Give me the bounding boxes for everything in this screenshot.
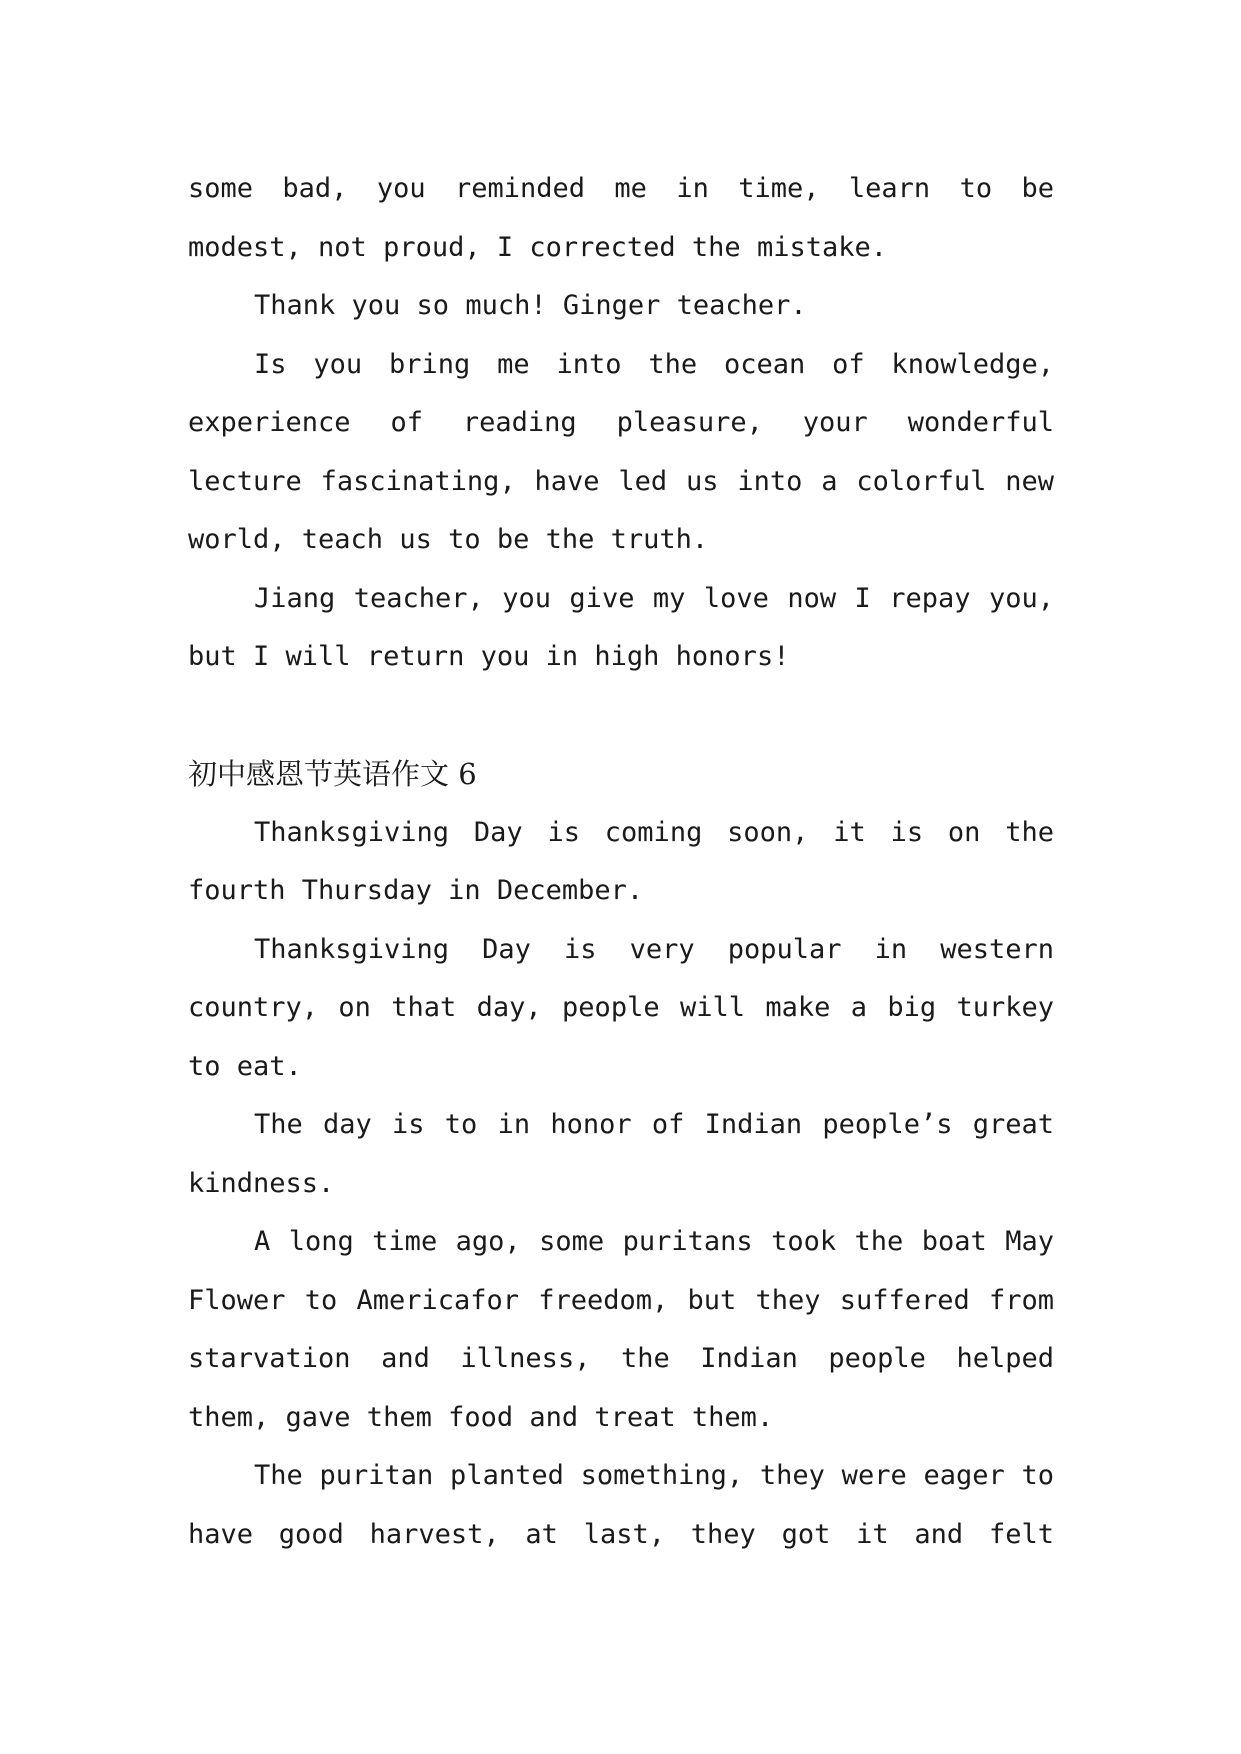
- paragraph-ocean-of-knowledge: Is you bring me into the ocean of knowledge, experience of reading pleasure, your wonderful lecture fascinating, have led us into a colorful new world, teach us to be the truth.: [188, 348, 1054, 555]
- section-spacer: [188, 687, 1054, 746]
- paragraph-continuation: some bad, you reminded me in time, learn to be modest, not proud, I corrected the mistake.: [188, 173, 1054, 263]
- document-body: [188, 160, 1054, 1564]
- paragraph-puritans-history: A long time ago, some puritans took the boat May Flower to Americafor freedom, but they suffered from starvation and illness, the Indian people helped them, gave them food and treat them.: [188, 1226, 1054, 1433]
- paragraph-thanksgiving-coming: Thanksgiving Day is coming soon, it is on the fourth Thursday in December.: [188, 816, 1054, 906]
- paragraph-jiang-teacher: Jiang teacher, you give my love now I repay you, but I will return you in high honors!: [188, 582, 1054, 672]
- paragraph-thanksgiving-popular: Thanksgiving Day is very popular in western country, on that day, people will make a big turkey to eat.: [188, 933, 1054, 1082]
- paragraph-honor-indian: The day is to in honor of Indian people’s great kindness.: [188, 1109, 1054, 1199]
- paragraph-puritan-harvest: The puritan planted something, they were eager to have good harvest, at last, they got it and felt: [188, 1460, 1054, 1550]
- section-heading: 初中感恩节英语作文 6: [188, 757, 477, 791]
- paragraph-thanks: Thank you so much! Ginger teacher.: [254, 290, 807, 321]
